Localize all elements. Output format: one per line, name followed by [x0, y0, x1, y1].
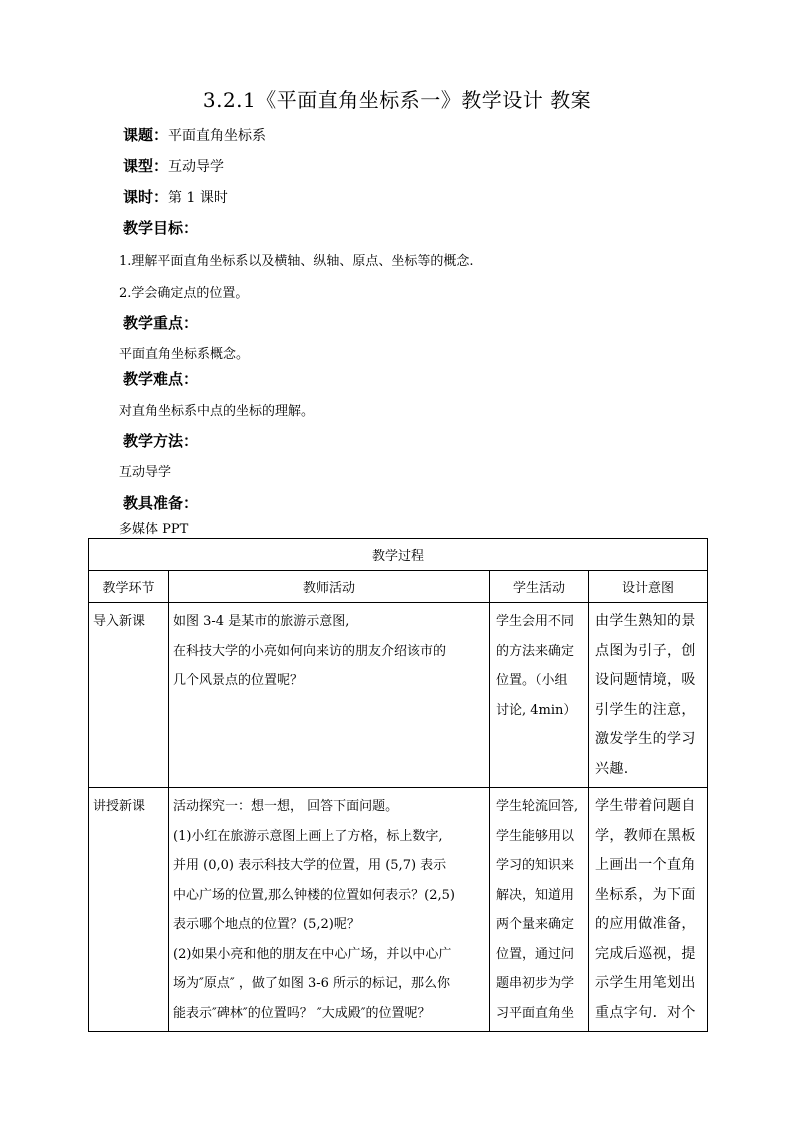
lesson-type-field: [123, 155, 224, 176]
intent-line: 激发学生的学习: [595, 731, 696, 747]
key-points-heading: 教学重点：: [123, 314, 199, 332]
lesson-type-value: 互动导学: [168, 159, 225, 175]
intent-line: 兴趣.: [595, 760, 629, 777]
student-line: 解决，知道用: [496, 887, 575, 903]
column-header: 设计意图: [589, 571, 708, 603]
intent-line: 学，教师在黑板: [595, 827, 696, 844]
intent-line: 完成后巡视，提: [595, 945, 696, 962]
intent-line: 引学生的注意，: [595, 701, 696, 718]
intent-line: 点图为引子，创: [595, 642, 696, 659]
topic-field: [123, 124, 266, 145]
lesson-hours-label: 课时：: [123, 188, 169, 206]
design-intent-cell: [589, 788, 708, 1032]
teacher-line: 表示哪个地点的位置？(5,2)呢？: [173, 917, 360, 932]
design-intent-cell: [589, 603, 708, 788]
student-activity-cell: [490, 603, 589, 788]
document-title: 3.2.1《平面直角坐标系一》教学设计 教案: [202, 88, 592, 112]
table-header-row: [89, 571, 708, 603]
teacher-activity-cell: [169, 788, 490, 1032]
intent-line: 设问题情境，吸: [595, 672, 696, 688]
method-heading: 教学方法：: [123, 432, 199, 450]
lesson-hours-value: 第 1 课时: [168, 190, 228, 206]
tools-heading: 教具准备：: [123, 494, 199, 512]
student-line: 两个量来确定: [496, 917, 575, 932]
intent-line: 的应用做准备，: [595, 916, 696, 932]
student-line: 学生能够用以: [496, 828, 575, 844]
student-line: 习平面直角坐: [496, 1005, 575, 1021]
intent-line: 学生带着问题自: [595, 798, 696, 814]
column-header: 教师活动: [169, 571, 490, 603]
student-line: 讨论, 4min）: [496, 702, 577, 718]
table-caption: 教学过程: [89, 539, 708, 571]
student-line: 位置。（小组: [496, 673, 568, 688]
topic-value: 平面直角坐标系: [168, 128, 267, 144]
goal-item: 1.理解平面直角坐标系以及横轴、纵轴、原点、坐标等的概念.: [119, 254, 474, 269]
goals-heading: 教学目标：: [123, 219, 199, 237]
teaching-process-table: [88, 538, 708, 1032]
lesson-type-label: 课型：: [123, 157, 169, 175]
student-line: 学生会用不同: [496, 614, 575, 629]
teacher-line: 活动探究一：想一想， 回答下面问题。: [173, 799, 399, 814]
goal-item: 2.学会确定点的位置。: [119, 286, 249, 301]
column-header: 教学环节: [89, 571, 169, 603]
teacher-line: 在科技大学的小亮如何向来访的朋友介绍该市的: [173, 643, 447, 659]
student-line: 题串初步为学: [496, 976, 575, 991]
method-text: 互动导学: [119, 465, 172, 480]
teacher-activity-cell: [169, 603, 490, 788]
stage-cell: [89, 788, 169, 1032]
intent-line: 上画出一个直角: [595, 857, 696, 873]
teacher-line: 场为″原点″ ，做了如图 3-6 所示的标记，那么你: [173, 976, 451, 991]
column-header: 学生活动: [490, 571, 589, 603]
intent-line: 由学生熟知的景: [595, 613, 696, 629]
intent-line: 重点字句．对个: [595, 1004, 696, 1021]
teacher-line: 几个风景点的位置呢？: [173, 673, 304, 688]
intent-line: 坐标系，为下面: [595, 886, 696, 903]
teacher-line: 能表示″碑林″的位置吗？ ″大成殿″的位置呢？: [173, 1005, 431, 1021]
student-line: 学生轮流回答,: [496, 799, 579, 814]
stage-label: 导入新课: [93, 614, 146, 629]
table-row: [89, 788, 708, 1032]
stage-label: 讲授新课: [93, 799, 146, 814]
student-line: 的方法来确定: [496, 643, 575, 659]
student-line: 学习的知识来: [496, 858, 575, 873]
intent-line: 示学生用笔划出: [595, 975, 696, 991]
teacher-line: (2)如果小亮和他的朋友在中心广场，并以中心广: [173, 946, 452, 962]
teacher-line: 并用 (0,0) 表示科技大学的位置，用 (5,7) 表示: [173, 858, 447, 873]
tools-text: 多媒体 PPT: [119, 522, 189, 537]
teacher-line: (1)小红在旅游示意图上画上了方格，标上数字,: [173, 828, 443, 844]
difficulties-text: 对直角坐标系中点的坐标的理解。: [119, 404, 315, 419]
key-points-text: 平面直角坐标系概念。: [119, 347, 250, 362]
student-activity-cell: [490, 788, 589, 1032]
student-line: 位置，通过问: [496, 946, 575, 962]
teacher-line: 中心广场的位置,那么钟楼的位置如何表示？(2,5): [173, 887, 455, 903]
topic-label: 课题：: [123, 126, 169, 144]
teacher-line: 如图 3-4 是某市的旅游示意图,: [173, 614, 350, 629]
lesson-hours-field: [123, 186, 228, 207]
table-row: [89, 603, 708, 788]
stage-cell: [89, 603, 169, 788]
difficulties-heading: 教学难点：: [123, 370, 199, 388]
